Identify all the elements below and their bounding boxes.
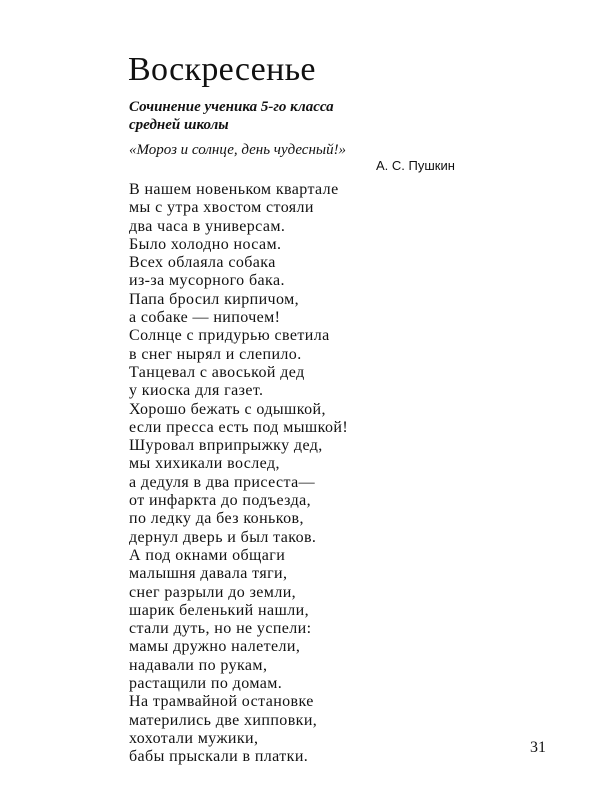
poem-line: шарик беленький нашли, xyxy=(129,601,309,619)
epigraph-author: А. С. Пушкин xyxy=(376,158,455,173)
poem-line: А под окнами общаги xyxy=(129,546,286,564)
poem-line: у киоска для газет. xyxy=(129,382,264,400)
epigraph-quote: «Мороз и солнце, день чудесный!» xyxy=(129,142,347,158)
page-number: 31 xyxy=(530,739,546,756)
poem-line: в снег нырял и слепило. xyxy=(129,345,302,363)
poem-line: из-за мусорного бака. xyxy=(129,272,285,290)
subtitle xyxy=(129,98,334,134)
poem-line: по ледку да без коньков, xyxy=(129,510,304,528)
poem-line: Папа бросил кирпичом, xyxy=(129,290,300,308)
poem-line: стали дуть, но не успели: xyxy=(129,620,312,638)
page-title: Воскресенье xyxy=(128,51,316,88)
poem-line: от инфаркта до подъезда, xyxy=(129,492,312,510)
poem-line: а дедуля в два присеста— xyxy=(129,473,315,491)
poem-line: малышня давала тяги, xyxy=(129,565,288,583)
poem-line: Шуровал вприпрыжку дед, xyxy=(129,437,323,455)
subtitle-line: средней школы xyxy=(129,117,229,133)
poem-line: Танцевал с авоськой дед xyxy=(129,363,305,381)
poem-line: На трамвайной остановке xyxy=(129,693,314,711)
poem-line: мы с утра хвостом стояли xyxy=(129,199,314,217)
poem-line: Всех облаяла собака xyxy=(129,254,276,272)
poem-line: В нашем новеньком квартале xyxy=(129,181,339,198)
poem-line: растащили по домам. xyxy=(129,675,283,693)
poem-line: а собаке — нипочем! xyxy=(129,309,281,327)
poem-line: надавали по рукам, xyxy=(129,656,268,674)
poem-line: снег разрыли до земли, xyxy=(129,583,297,601)
poem-line: матерились две хипповки, xyxy=(129,711,318,729)
poem-line: Хорошо бежать с одышкой, xyxy=(129,400,326,418)
poem-body xyxy=(129,181,348,767)
poem-line: два часа в универсам. xyxy=(129,217,286,235)
poem-line: мамы дружно налетели, xyxy=(129,638,301,656)
poem-line: хохотали мужики, xyxy=(129,729,259,747)
poem-line: дернул дверь и был таков. xyxy=(129,528,317,546)
poem-line: если пресса есть под мышкой! xyxy=(129,418,349,436)
poem-line: мы хихикали вослед, xyxy=(129,455,280,473)
subtitle-line: Сочинение ученика 5-го класса xyxy=(129,99,334,115)
poem-line: Было холодно носам. xyxy=(129,235,282,253)
poem-line: Солнце с придурью светила xyxy=(129,327,330,345)
poem-line: бабы прыскали в платки. xyxy=(129,748,309,766)
